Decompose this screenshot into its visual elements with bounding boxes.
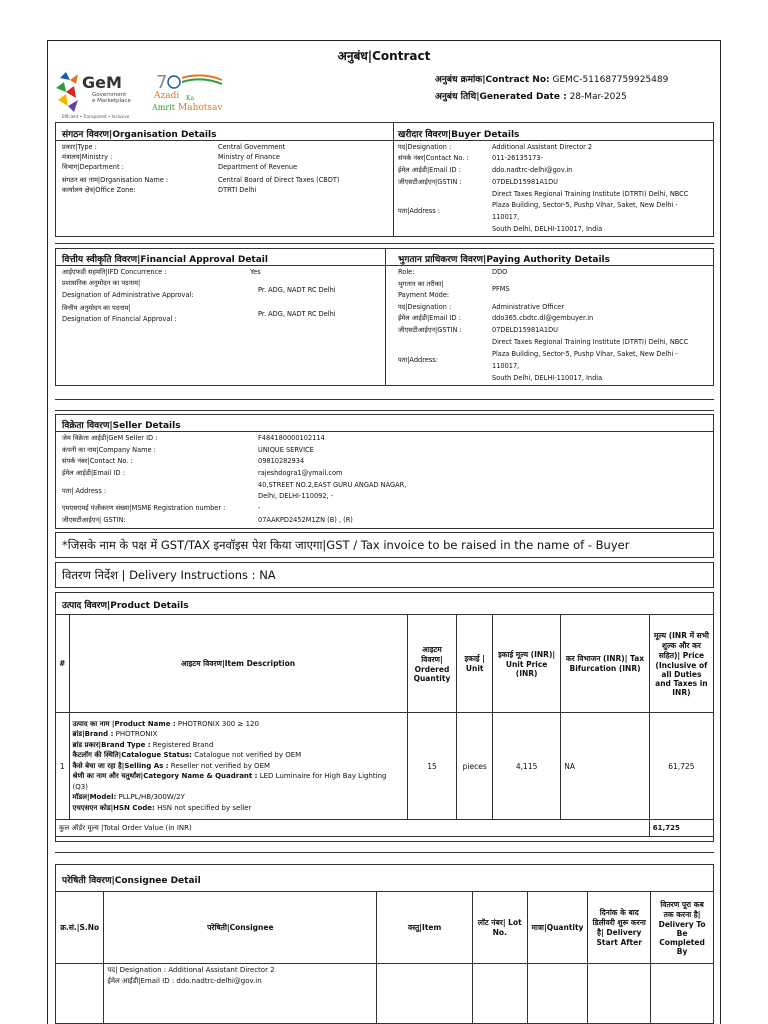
total-value: 61,725	[649, 820, 713, 837]
gem-logo-name: GeM	[82, 73, 122, 92]
org-heading: संगठन विवरण|Organisation Details	[62, 130, 217, 140]
consignee-sno	[56, 964, 104, 1024]
col-item: वस्तु|Item	[377, 892, 473, 964]
col-consignee: परेषिती|Consignee	[104, 892, 377, 964]
product-table-header	[56, 615, 714, 713]
gst-invoice-note: *जिसके नाम के पक्ष में GST/TAX इनवॉइस पेश किया जाएगा|GST / Tax invoice to be raised in the name of - Buyer	[62, 538, 630, 552]
buyer-heading: खरीदार विवरण|Buyer Details	[398, 130, 520, 140]
consignee-table	[55, 891, 714, 1024]
financial-heading: वित्तीय स्वीकृति विवरण|Financial Approval Detail	[62, 255, 268, 265]
col-price: मूल्य (INR में सभी शुल्क और कर सहित)| Price (Inclusive of all Duties and Taxes in INR)	[649, 615, 713, 713]
gem-logo-line2: e Marketplace	[92, 98, 131, 104]
consignee-quantity	[527, 964, 588, 1024]
product-heading: उत्पाद विवरण|Product Details	[62, 601, 189, 611]
gem-logo-tagline: Efficient • Transparent • Inclusive	[62, 114, 130, 119]
product-category-line: श्रेणी का नाम और चतुर्थांश|Category Name & Quadrant : LED Luminaire for High Bay Lighting (Q3)	[72, 772, 387, 791]
col-ordered-quantity: आइटम विवरण| Ordered Quantity	[407, 615, 457, 713]
price: 61,725	[649, 713, 713, 820]
product-brand-type-line: ब्रांड प्रकार|Brand Type : Registered Brand	[72, 740, 214, 749]
col-sno: क्र.सं.|S.No	[56, 892, 104, 964]
col-unit: इकाई | Unit	[457, 615, 493, 713]
unit-price: 4,115	[493, 713, 561, 820]
page-title: अनुबंध|Contract	[337, 49, 431, 63]
total-row	[56, 820, 714, 837]
col-index: #	[56, 615, 70, 713]
ka-text: Ka	[186, 95, 195, 102]
product-table	[55, 614, 714, 837]
contract-number: अनुबंध क्रमांक|Contract No: GEMC-511687759925489	[435, 75, 669, 85]
product-hsn-line: एचएसएन कोड|HSN Code: HSN not specified by seller	[72, 803, 252, 812]
consignee-table-header	[56, 892, 714, 964]
col-item-description: आइटम विवरण|Item Description	[69, 615, 407, 713]
generated-date: अनुबंध तिथि|Generated Date : 28-Mar-2025	[435, 92, 627, 102]
consignee-complete	[651, 964, 714, 1024]
product-selling-as-line: कैसे बेचा जा रहा है|Selling As : Reseller not verified by OEM	[72, 761, 271, 770]
consignee-item	[377, 964, 473, 1024]
consignee-heading: परेषिती विवरण|Consignee Detail	[62, 876, 201, 886]
col-lot-no: लॉट नंबर| Lot No.	[473, 892, 528, 964]
table-row	[56, 713, 714, 820]
product-name-line: उत्पाद का नाम |Product Name : PHOTRONIX 300 ≥ 120	[72, 719, 259, 728]
consignee-cell: पद| Designation : Additional Assistant Director 2 ईमेल आईडी|Email ID : ddo.nadtrc-delhi@gov.in	[104, 964, 377, 1024]
row-index: 1	[56, 713, 70, 820]
seller-heading: विक्रेता विवरण|Seller Details	[62, 421, 181, 431]
col-unit-price: इकाई मूल्य (INR)| Unit Price (INR)	[493, 615, 561, 713]
product-model-line: मॉडल|Model: PLLPL/HB/300W/2Y	[72, 793, 185, 802]
product-catalogue-line: कैटलॉग की स्थिति|Catalogue Status: Catalogue not verified by OEM	[72, 751, 302, 760]
delivery-instructions: वितरण निर्देश | Delivery Instructions : NA	[62, 568, 276, 582]
product-brand-line: ब्रांड|Brand : PHOTRONIX	[72, 730, 158, 739]
azadi-ka-amrit-mahotsav-logo	[152, 70, 244, 112]
table-row	[56, 964, 714, 1024]
consignee-start	[588, 964, 651, 1024]
col-delivery-start: दिनांक के बाद डिलीवरी शुरू करना है| Delivery Start After	[588, 892, 651, 964]
ordered-quantity: 15	[407, 713, 457, 820]
mahotsav-text: Mahotsav	[178, 103, 223, 112]
col-quantity: मात्रा|Quantity	[527, 892, 588, 964]
amrit-text: Amrit	[152, 103, 175, 112]
gem-logo-line1: Government	[92, 92, 127, 98]
paying-heading: भुगतान प्राधिकरण विवरण|Paying Authority Details	[398, 255, 611, 265]
consignee-lot	[473, 964, 528, 1024]
col-delivery-by: वितरण पूरा कब तक करना है| Delivery To Be Completed By	[651, 892, 714, 964]
product-description-cell	[69, 713, 407, 820]
gem-logo	[52, 70, 148, 120]
tax-bifurcation: NA	[561, 713, 650, 820]
svg-text:7: 7	[156, 72, 168, 93]
azadi-text: Azadi	[154, 91, 180, 101]
col-tax-bifurcation: कर विभाजन (INR)| Tax Bifurcation (INR)	[561, 615, 650, 713]
unit: pieces	[457, 713, 493, 820]
total-label: कुल ऑर्डर मूल्य |Total Order Value (in INR)	[56, 820, 650, 837]
